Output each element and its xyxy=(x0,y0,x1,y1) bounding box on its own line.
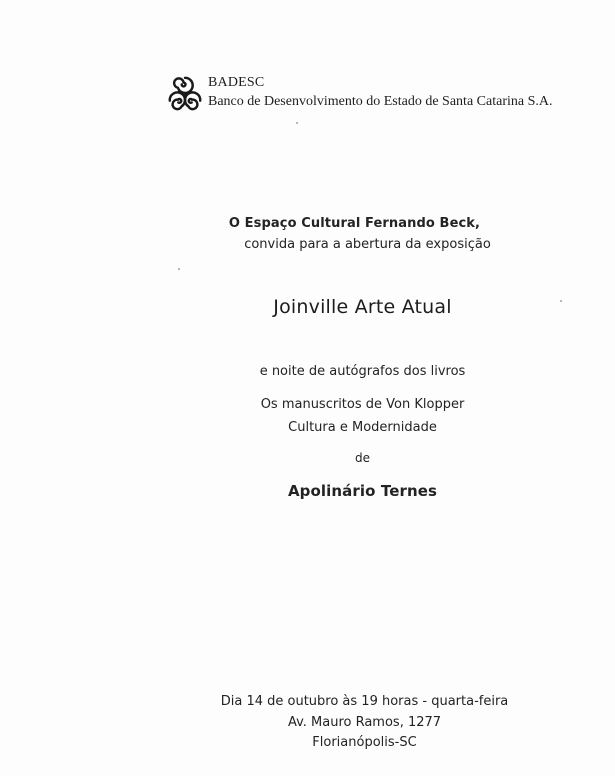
book-title-2: Cultura e Modernidade xyxy=(288,420,437,435)
bank-header xyxy=(166,72,586,116)
scan-speck xyxy=(178,268,180,270)
event-date-time: Dia 14 de outubro às 19 horas - quarta-feira xyxy=(220,694,509,709)
scan-speck xyxy=(560,300,562,302)
host-line: O Espaço Cultural Fernando Beck, xyxy=(228,216,481,231)
bank-short-name: BADESC xyxy=(208,75,265,90)
invite-line: convida para a abertura da exposição xyxy=(244,237,491,252)
event-city: Florianópolis-SC xyxy=(312,735,417,750)
event-address: Av. Mauro Ramos, 1277 xyxy=(287,715,442,730)
exhibition-title: Joinville Arte Atual xyxy=(273,296,452,318)
bank-full-name: Banco de Desenvolvimento do Estado de Santa Catarina S.A. xyxy=(208,94,553,109)
author-name: Apolinário Ternes xyxy=(287,482,438,500)
book-title-1: Os manuscritos de Von Klopper xyxy=(260,397,465,412)
autographs-line: e noite de autógrafos dos livros xyxy=(259,364,466,379)
by-line: de xyxy=(355,451,370,465)
triple-spiral-logo-icon xyxy=(166,74,204,112)
scan-speck xyxy=(296,122,298,124)
